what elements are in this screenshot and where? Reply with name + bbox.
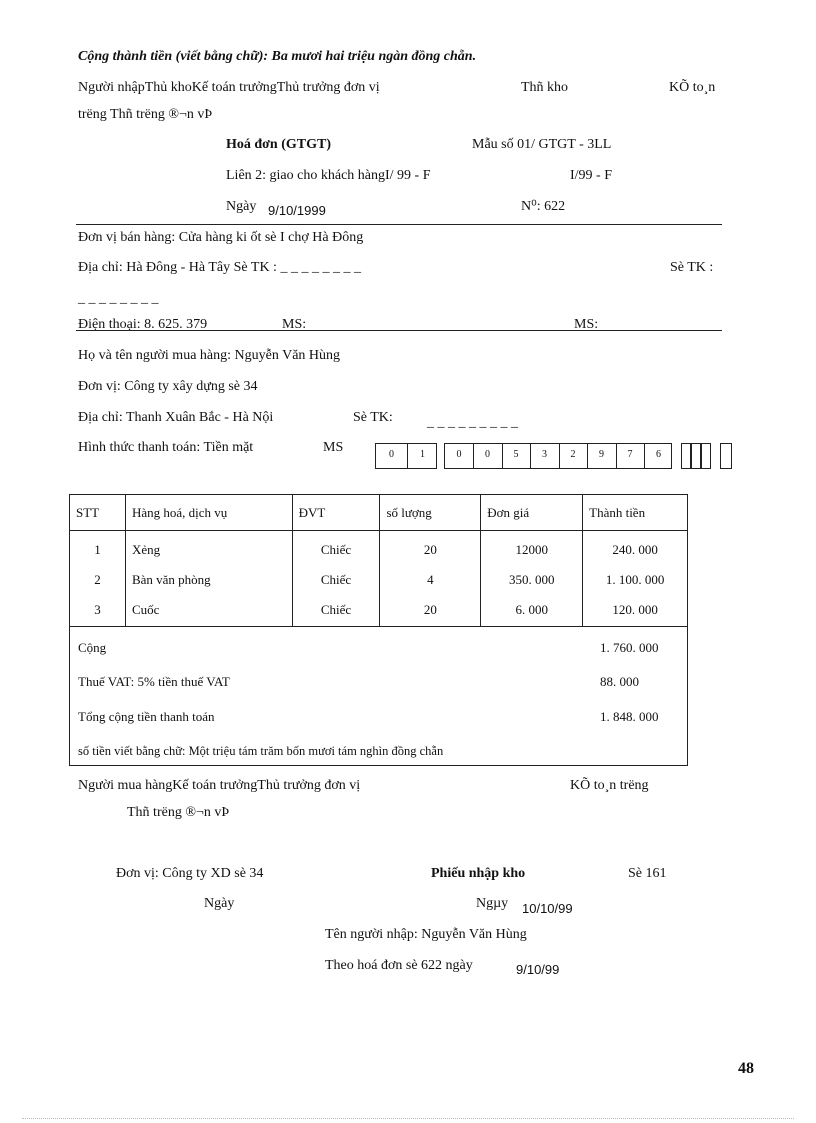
total-value: 1. 760. 000 <box>600 640 659 655</box>
receipt-date-left: Ngày <box>204 896 235 911</box>
tax-code-empty-box <box>681 443 691 469</box>
receipt-unit: Đơn vị: Công ty XD sè 34 <box>116 866 264 881</box>
table-cell: Bàn văn phòng <box>125 565 292 595</box>
vat-value: 88. 000 <box>600 674 639 689</box>
grand-total-label: Tổng cộng tiền thanh toán <box>78 709 215 724</box>
table-cell: Cuốc <box>125 595 292 626</box>
tax-code-digit: 0 <box>389 449 394 460</box>
tax-code-empty-box <box>701 443 711 469</box>
receipt-date: 10/10/99 <box>522 901 573 916</box>
grand-total-value: 1. 848. 000 <box>600 709 659 724</box>
amount-in-words: số tiền viết bằng chữ: Một triệu tám trăm bốn mươi tám nghìn đồng chẵn <box>78 744 444 758</box>
table-row <box>70 595 688 626</box>
tax-code-box-a <box>375 443 437 469</box>
table-header-row <box>70 495 688 531</box>
receipt-reference: Theo hoá đơn sè 622 ngày <box>325 958 473 973</box>
receipt-title: Phiếu nhập kho <box>431 866 526 881</box>
invoice-date: 9/10/1999 <box>268 203 326 218</box>
table-cell: 240. 000 <box>583 531 688 566</box>
signature-roles-line-2: trëng Thñ trëng ®¬n vÞ <box>78 107 213 122</box>
table-cell: 2 <box>70 565 126 595</box>
total-in-words: Cộng thành tiền (viết bằng chữ): Ba mươi hai triệu ngàn đồng chẵn. <box>78 49 477 64</box>
table-cell: 12000 <box>481 531 583 566</box>
total-label: Cộng <box>78 640 107 655</box>
totals-block <box>69 627 688 766</box>
buyer-unit: Đơn vị: Công ty xây dựng sè 34 <box>78 379 258 394</box>
table-row <box>70 531 688 566</box>
table-cell: 1 <box>70 531 126 566</box>
divider <box>76 330 722 331</box>
receipt-number: Sè 161 <box>628 866 667 881</box>
invoice-copy: Liên 2: giao cho khách hàngI/ 99 - F <box>226 168 431 183</box>
vat-label: Thuế VAT: 5% tiền thuế VAT <box>78 674 230 689</box>
buyer-account-value: _ _ _ _ _ _ _ _ _ <box>427 415 518 430</box>
invoice-date-label: Ngày <box>226 199 257 214</box>
buyer-name: Họ và tên người mua hàng: Nguyễn Văn Hùng <box>78 348 341 363</box>
table-header: STT <box>70 495 126 531</box>
table-header: số lượng <box>380 495 481 531</box>
seller-unit: Đơn vị bán hàng: Cửa hàng ki ốt sè I chợ Hà Đông <box>78 230 364 245</box>
tax-code-digit: 6 <box>656 449 661 460</box>
receipt-date-label: Ngµy <box>476 896 509 911</box>
seller-address: Địa chỉ: Hà Đông - Hà Tây Sè TK : _ _ _ _ _ _ _ _ <box>78 260 361 275</box>
table-cell: 20 <box>380 595 481 626</box>
table-header: ĐVT <box>292 495 380 531</box>
tax-code-digit: 1 <box>420 449 425 460</box>
tax-code-label: MS <box>323 440 344 455</box>
page-number: 48 <box>738 1060 754 1077</box>
seller-account-right: Sè TK : <box>670 260 714 275</box>
table-cell: 6. 000 <box>481 595 583 626</box>
table-cell: 4 <box>380 565 481 595</box>
signature-roles-line: Người nhậpThủ khoKế toán trưởngThủ trưởng đơn vị <box>78 80 380 95</box>
receipt-receiver: Tên người nhập: Nguyễn Văn Hùng <box>325 927 527 942</box>
divider <box>76 224 722 225</box>
seller-ms-right: MS: <box>574 317 599 332</box>
table-row <box>70 565 688 595</box>
table-cell: 20 <box>380 531 481 566</box>
invoice-number: N⁰: 622 <box>521 199 566 214</box>
table-cell: Xẻng <box>125 531 292 566</box>
tax-code-digit: 5 <box>513 449 519 460</box>
table-cell: Chiếc <box>292 565 380 595</box>
goods-table <box>69 494 688 627</box>
buyer-address: Địa chỉ: Thanh Xuân Bắc - Hà Nội <box>78 410 274 425</box>
tax-code-empty-box <box>720 443 732 469</box>
table-cell: Chiếc <box>292 531 380 566</box>
tax-code-digit: 0 <box>456 449 462 460</box>
signature-role-storekeeper: Thñ kho <box>521 80 569 95</box>
invoice-title: Hoá đơn (GTGT) <box>226 137 331 152</box>
table-header: Đơn giá <box>481 495 583 531</box>
table-cell: Chiếc <box>292 595 380 626</box>
tax-code-digit: 7 <box>627 449 633 460</box>
signature-role-chief-accountant: KÕ to¸n trëng <box>570 778 649 793</box>
invoice-series: I/99 - F <box>570 168 612 183</box>
tax-code-digit: 2 <box>570 449 576 460</box>
seller-phone: Điện thoại: 8. 625. 379 <box>78 317 208 332</box>
signature-role-head: Thñ trëng ®¬n vÞ <box>127 805 230 820</box>
table-header: Hàng hoá, dịch vụ <box>125 495 292 531</box>
invoice-form-number: Mẫu số 01/ GTGT - 3LL <box>472 137 612 152</box>
payment-method: Hình thức thanh toán: Tiền mặt <box>78 440 254 455</box>
footer-rule <box>22 1118 794 1119</box>
tax-code-digit: 3 <box>542 449 547 460</box>
signature-roles: Người mua hàngKế toán trưởngThủ trưởng đơn vị <box>78 778 361 793</box>
receipt-reference-date: 9/10/99 <box>516 962 560 977</box>
signature-role-accountant: KÕ to¸n <box>669 80 716 95</box>
table-cell: 350. 000 <box>481 565 583 595</box>
tax-code-digit: 9 <box>599 449 604 460</box>
tax-code-empty-box <box>691 443 701 469</box>
buyer-account-label: Sè TK: <box>353 410 393 425</box>
tax-code-box-b <box>444 443 672 469</box>
table-cell: 120. 000 <box>583 595 688 626</box>
seller-ms: MS: <box>282 317 307 332</box>
table-cell: 1. 100. 000 <box>583 565 688 595</box>
seller-account-continued: _ _ _ _ _ _ _ _ <box>78 291 159 306</box>
tax-code-digit: 0 <box>485 449 490 460</box>
table-cell: 3 <box>70 595 126 626</box>
table-header: Thành tiền <box>583 495 688 531</box>
